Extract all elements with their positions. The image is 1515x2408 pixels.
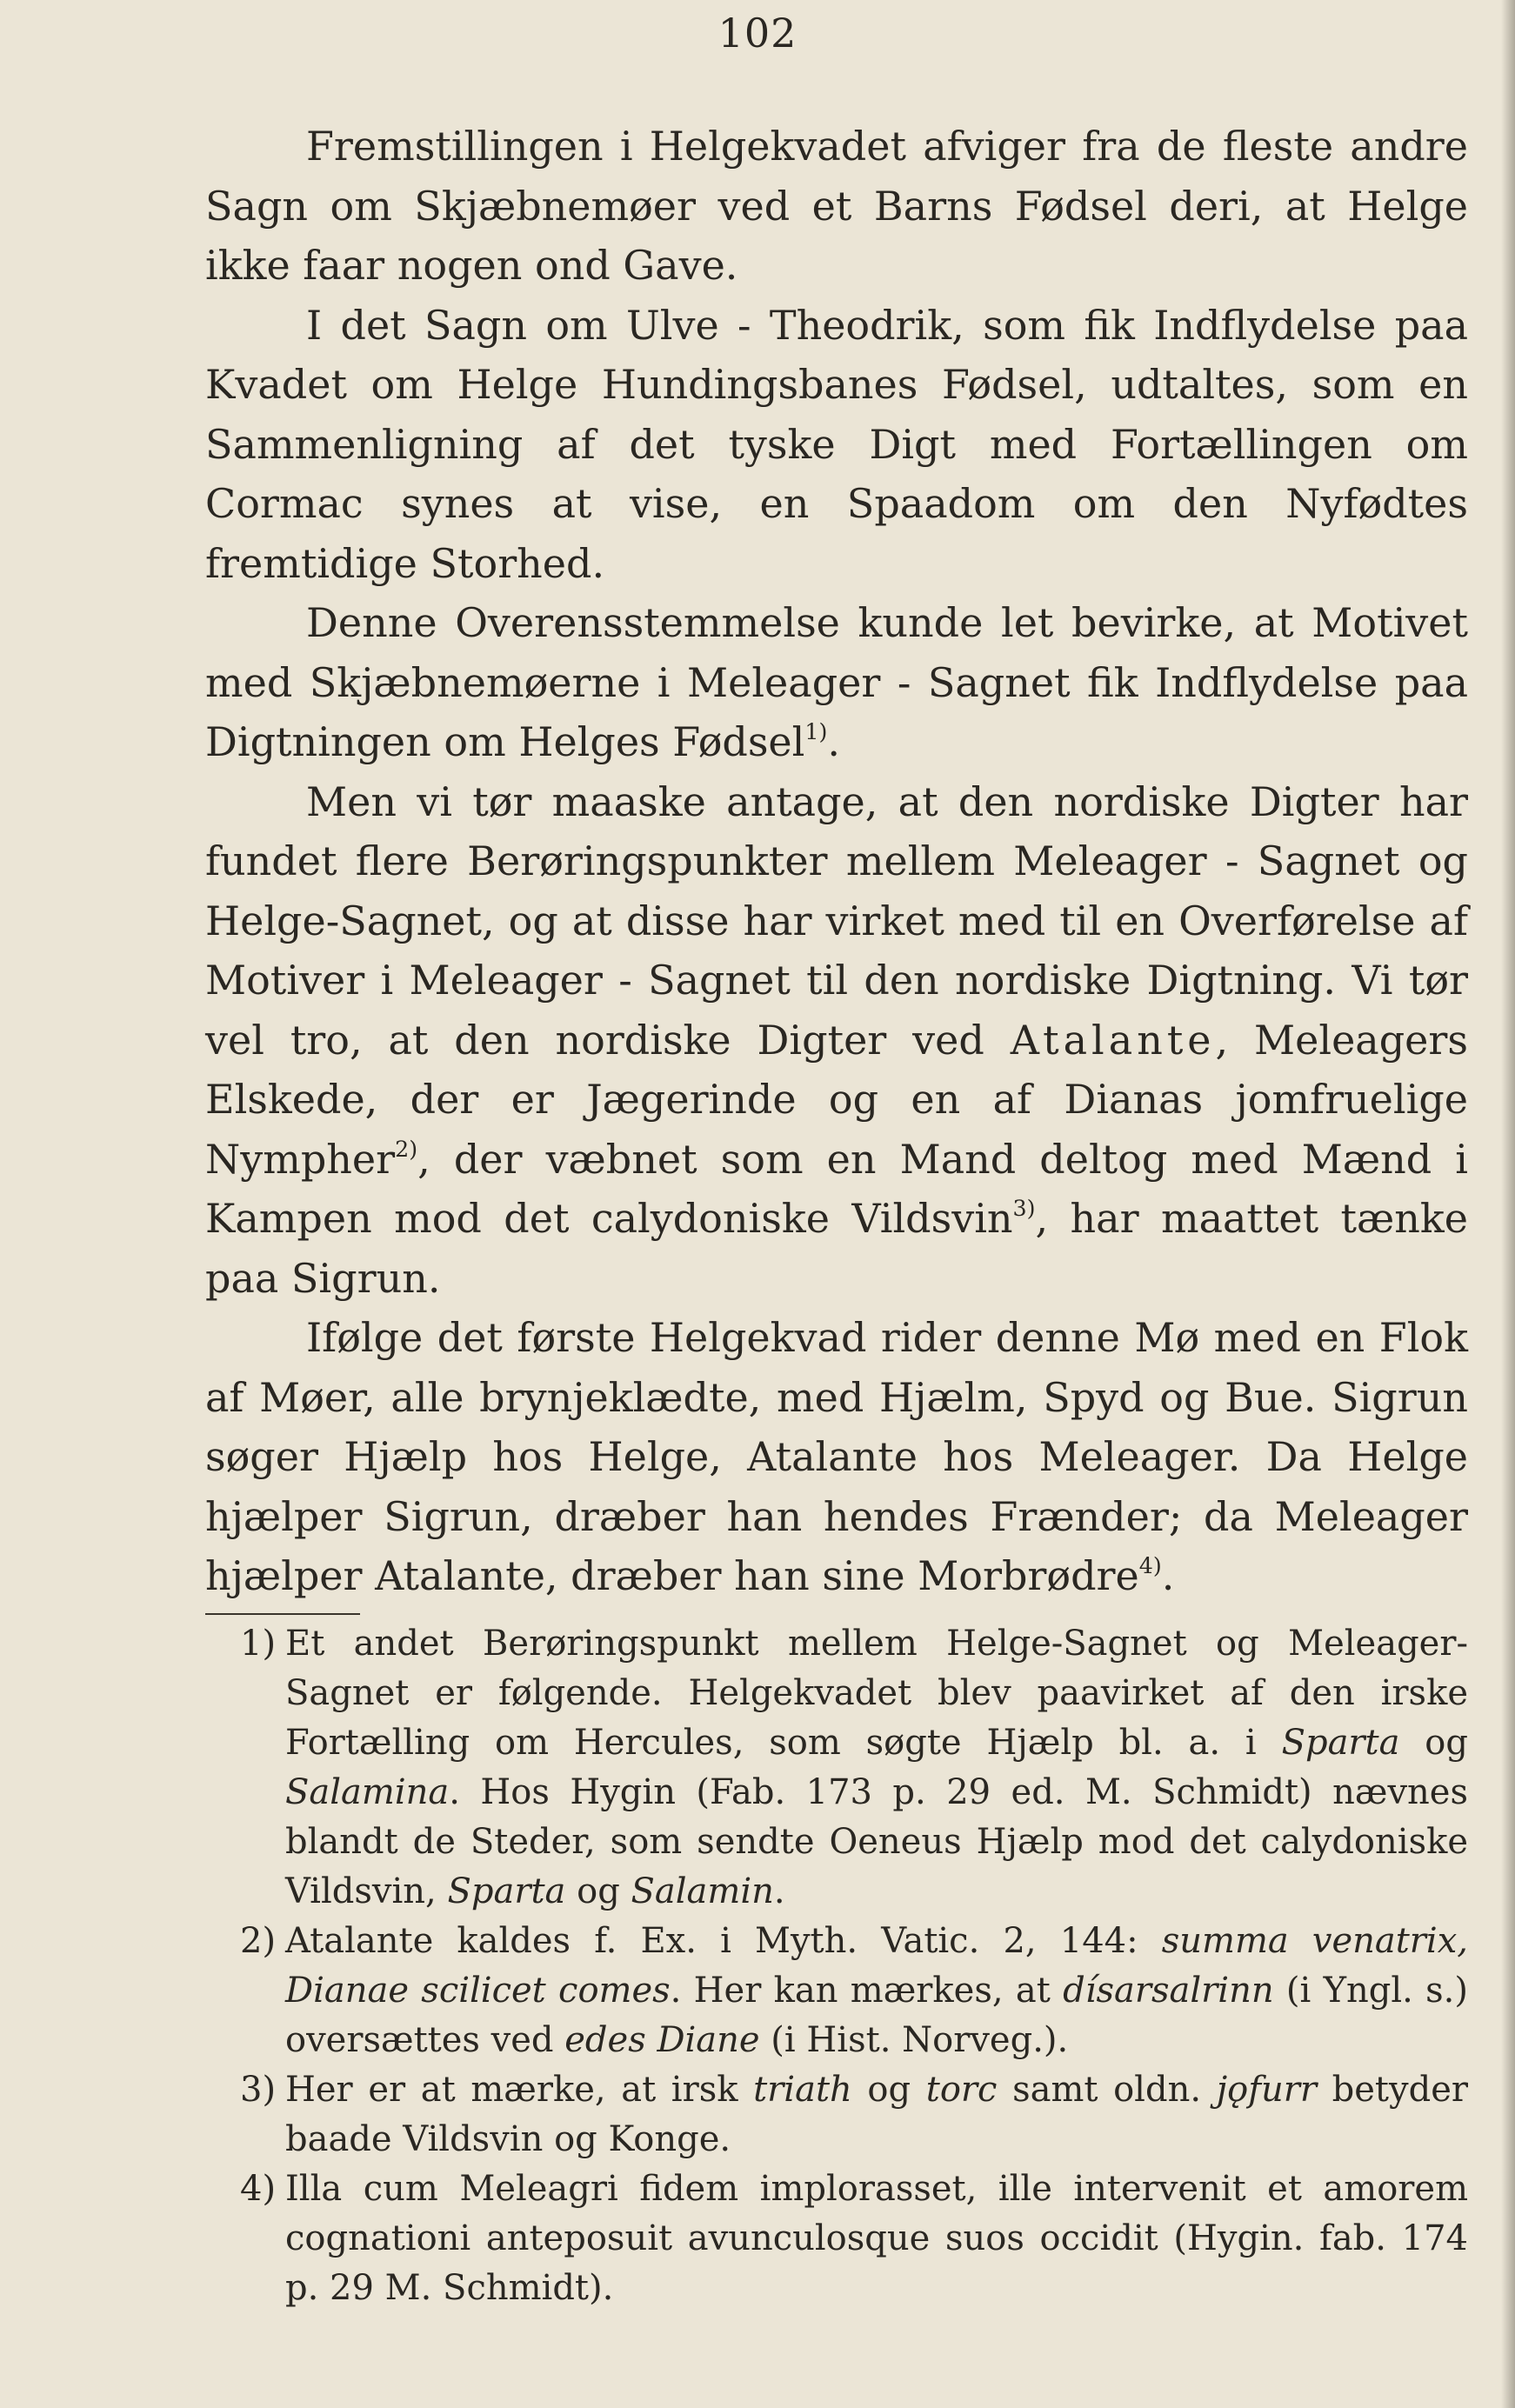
text-run: (i Yngl. s.) oversættes ved — [285, 1971, 1468, 2060]
italic-text: Salamin — [631, 1871, 774, 1911]
text-run: Her er at mærke, at irsk — [285, 2070, 754, 2110]
footnote — [205, 1917, 1468, 2065]
italic-text: Sparta — [447, 1871, 566, 1911]
text-run: , Meleagers Elskede, der er Jægerinde og en af Dianas jomfruelige Nympher — [205, 1016, 1468, 1183]
italic-text: dísarsalrinn — [1063, 1971, 1274, 2011]
text-run: Fremstillingen i Helgekvadet afviger fra de fleste andre Sagn om Skjæbnemøer ved et Barns Fødsel deri, at Helge ikke faar nogen ond Gave. — [205, 123, 1468, 289]
text-run: . — [1161, 1552, 1175, 1599]
text-run: Et andet Berøringspunkt mellem Helge-Sagnet og Meleager-Sagnet er følgende. Helgekvadet blev paavirket af den irske Fortælling om Hercules, som søgte Hjælp bl. a. i — [285, 1624, 1468, 1763]
text-run: , har maattet tænke paa Sigrun. — [205, 1195, 1469, 1302]
text-run: Atalante kaldes f. Ex. i Myth. Vatic. 2, 144: — [285, 1921, 1162, 1961]
paragraph — [205, 593, 1468, 772]
text-run: . Hos Hygin (Fab. 173 p. 29 ed. M. Schmidt) nævnes blandt de Steder, som sendte Oeneus Hjælp mod det calydoniske Vildsvin, — [285, 1772, 1468, 1911]
page-number: 102 — [717, 10, 798, 57]
paragraph — [205, 1308, 1468, 1606]
text-run: Denne Overensstemmelse kunde let bevirke, at Motivet med Skjæbnemøerne i Meleager - Sagnet fik Indflydelse paa Digtningen om Helges Fødsel — [205, 599, 1468, 765]
footnote-mark: 3) — [240, 2070, 277, 2110]
footnote-reference: 3) — [1012, 1196, 1036, 1222]
footnote-reference: 4) — [1138, 1553, 1162, 1579]
footnote-mark: 2) — [240, 1921, 277, 1961]
footnote-mark: 1) — [240, 1624, 277, 1664]
text-run: og — [565, 1871, 631, 1911]
footnote-divider — [205, 1613, 360, 1615]
text-run: samt oldn. — [997, 2070, 1217, 2110]
footnote-mark: 4) — [240, 2169, 277, 2209]
text-run: (i Hist. Norveg.). — [759, 2020, 1069, 2060]
text-run: . — [773, 1871, 785, 1911]
italic-text: summa venatrix, Dianae scilicet comes — [285, 1921, 1468, 2011]
page-edge-shadow — [1501, 0, 1515, 2408]
paragraph — [205, 117, 1468, 296]
text-run: . Her kan mærkes, at — [670, 1971, 1064, 2011]
footnote — [205, 1619, 1468, 1917]
italic-text: edes Diane — [564, 2020, 760, 2060]
main-text — [205, 117, 1468, 1606]
footnotes — [205, 1619, 1468, 2313]
text-run: og — [851, 2070, 926, 2110]
text-run: og — [1399, 1723, 1468, 1763]
italic-text: triath — [753, 2070, 852, 2110]
footnote-text — [285, 1624, 1468, 1911]
text-run: Ifølge det første Helgekvad rider denne Mø med en Flok af Møer, alle brynjeklædte, med Hjælm, Spyd og Bue. Sigrun søger Hjælp hos Helge, Atalante hos Meleager. Da Helge hjælper Sigrun, dræber han hendes Frænder; da Meleager hjælper Atalante, dræber han sine Morbrødre — [205, 1314, 1468, 1599]
text-run: . — [827, 718, 840, 765]
text-run: Illa cum Meleagri fidem implorasset, ille intervenit et amorem cognationi anteposuit avunculosque suos occidit (Hygin. fab. 174 p. 29 M. Schmidt). — [285, 2169, 1468, 2308]
italic-text: jǫfurr — [1216, 2070, 1317, 2110]
italic-text: torc — [925, 2070, 998, 2110]
footnote-text — [285, 1921, 1468, 2060]
text-run: I det Sagn om Ulve - Theodrik, som fik Indflydelse paa Kvadet om Helge Hundingsbanes Fødsel, udtaltes, som en Sammenligning af det tyske Digt med Fortællingen om Cormac synes at vise, en Spaadom om den Nyfødtes fremtidige Storhed. — [205, 301, 1468, 587]
paragraph — [205, 772, 1468, 1309]
paragraph — [205, 296, 1468, 594]
footnote-reference: 1) — [804, 719, 828, 745]
footnote-reference: 2) — [395, 1136, 418, 1162]
footnote-text — [285, 2070, 1468, 2159]
spaced-name: Atalante — [1010, 1016, 1216, 1064]
footnote — [205, 2165, 1468, 2313]
italic-text: Sparta — [1281, 1723, 1400, 1763]
italic-text: Salamina — [285, 1772, 450, 1812]
footnote — [205, 2065, 1468, 2165]
text-run: , der væbnet som en Mand deltog med Mænd i Kampen mod det calydoniske Vildsvin — [205, 1135, 1468, 1242]
text-run: Men vi tør maaske antage, at den nordiske Digter har fundet flere Berøringspunkter mellem Meleager - Sagnet og Helge-Sagnet, og at disse har virket med til en Overførelse af Motiver i Meleager - Sagnet til den nordiske Digtning. Vi tør vel tro, at den nordiske Digter ved — [205, 777, 1468, 1064]
text-run: betyder baade Vildsvin og Konge. — [285, 2070, 1468, 2159]
footnote-text — [285, 2169, 1468, 2308]
